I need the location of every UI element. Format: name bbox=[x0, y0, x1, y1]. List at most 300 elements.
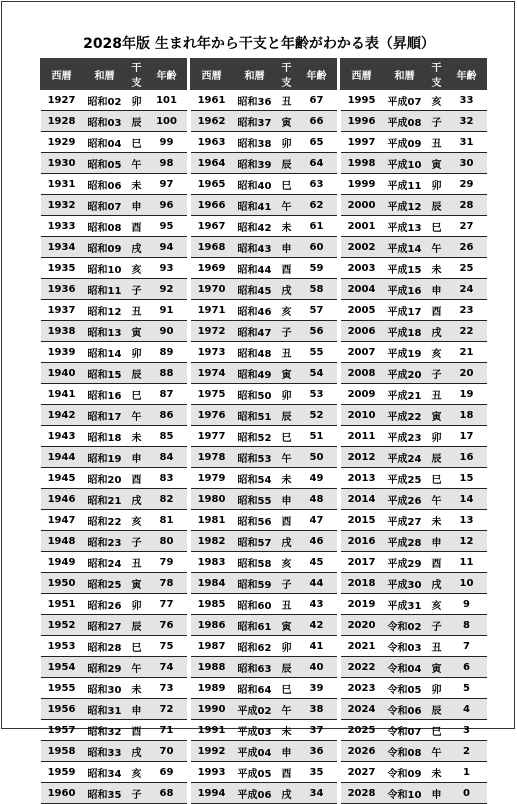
cell-age: 61 bbox=[297, 216, 337, 237]
cell-eto: 子 bbox=[127, 531, 147, 552]
table-row bbox=[41, 321, 187, 342]
cell-age: 1 bbox=[447, 762, 487, 783]
cell-age: 100 bbox=[147, 111, 187, 132]
header-western-year: 西暦 bbox=[41, 59, 83, 90]
cell-japanese-year: 昭和63 bbox=[233, 657, 277, 678]
cell-japanese-year: 昭和62 bbox=[233, 636, 277, 657]
cell-japanese-year: 平成21 bbox=[383, 384, 427, 405]
cell-japanese-year: 平成05 bbox=[233, 762, 277, 783]
cell-eto: 申 bbox=[277, 237, 297, 258]
cell-eto: 午 bbox=[427, 741, 447, 762]
table-row bbox=[41, 783, 187, 804]
cell-western-year: 1996 bbox=[341, 111, 383, 132]
table-row bbox=[341, 762, 487, 783]
cell-eto: 辰 bbox=[127, 615, 147, 636]
cell-eto: 亥 bbox=[427, 594, 447, 615]
cell-age: 3 bbox=[447, 720, 487, 741]
table-row bbox=[341, 90, 487, 111]
cell-eto: 辰 bbox=[277, 657, 297, 678]
table-row bbox=[191, 405, 337, 426]
eto-table-2 bbox=[190, 58, 337, 804]
table-row bbox=[41, 699, 187, 720]
cell-western-year: 1944 bbox=[41, 447, 83, 468]
table-row bbox=[191, 720, 337, 741]
cell-western-year: 1995 bbox=[341, 90, 383, 111]
cell-japanese-year: 昭和07 bbox=[83, 195, 127, 216]
cell-age: 52 bbox=[297, 405, 337, 426]
cell-western-year: 1940 bbox=[41, 363, 83, 384]
cell-western-year: 1937 bbox=[41, 300, 83, 321]
cell-japanese-year: 昭和24 bbox=[83, 552, 127, 573]
cell-age: 71 bbox=[147, 720, 187, 741]
cell-japanese-year: 平成14 bbox=[383, 237, 427, 258]
cell-eto: 午 bbox=[127, 657, 147, 678]
table-row bbox=[41, 153, 187, 174]
cell-japanese-year: 平成13 bbox=[383, 216, 427, 237]
cell-japanese-year: 昭和03 bbox=[83, 111, 127, 132]
eto-table-1 bbox=[40, 58, 187, 804]
cell-western-year: 1965 bbox=[191, 174, 233, 195]
table-row bbox=[341, 153, 487, 174]
table-row bbox=[341, 783, 487, 804]
cell-eto: 亥 bbox=[277, 300, 297, 321]
cell-japanese-year: 平成15 bbox=[383, 258, 427, 279]
cell-age: 59 bbox=[297, 258, 337, 279]
cell-eto: 未 bbox=[127, 174, 147, 195]
table-row bbox=[191, 132, 337, 153]
cell-japanese-year: 平成03 bbox=[233, 720, 277, 741]
cell-japanese-year: 令和08 bbox=[383, 741, 427, 762]
cell-japanese-year: 昭和51 bbox=[233, 405, 277, 426]
cell-age: 79 bbox=[147, 552, 187, 573]
cell-western-year: 1993 bbox=[191, 762, 233, 783]
cell-eto: 酉 bbox=[127, 216, 147, 237]
cell-western-year: 1992 bbox=[191, 741, 233, 762]
table-row bbox=[191, 468, 337, 489]
cell-western-year: 1935 bbox=[41, 258, 83, 279]
cell-japanese-year: 昭和27 bbox=[83, 615, 127, 636]
cell-age: 38 bbox=[297, 699, 337, 720]
cell-eto: 戌 bbox=[127, 741, 147, 762]
cell-age: 99 bbox=[147, 132, 187, 153]
cell-age: 32 bbox=[447, 111, 487, 132]
table-row bbox=[41, 363, 187, 384]
cell-japanese-year: 昭和02 bbox=[83, 90, 127, 111]
table-row bbox=[41, 447, 187, 468]
cell-western-year: 1974 bbox=[191, 363, 233, 384]
cell-western-year: 2027 bbox=[341, 762, 383, 783]
cell-age: 6 bbox=[447, 657, 487, 678]
cell-age: 93 bbox=[147, 258, 187, 279]
table-row bbox=[41, 216, 187, 237]
cell-western-year: 2015 bbox=[341, 510, 383, 531]
cell-age: 42 bbox=[297, 615, 337, 636]
cell-western-year: 1948 bbox=[41, 531, 83, 552]
cell-eto: 巳 bbox=[427, 468, 447, 489]
cell-age: 64 bbox=[297, 153, 337, 174]
cell-japanese-year: 昭和48 bbox=[233, 342, 277, 363]
cell-western-year: 1985 bbox=[191, 594, 233, 615]
cell-japanese-year: 平成11 bbox=[383, 174, 427, 195]
cell-age: 44 bbox=[297, 573, 337, 594]
table-row bbox=[41, 174, 187, 195]
table-row bbox=[41, 489, 187, 510]
table-row bbox=[41, 300, 187, 321]
table-row bbox=[341, 132, 487, 153]
cell-western-year: 1958 bbox=[41, 741, 83, 762]
cell-western-year: 2024 bbox=[341, 699, 383, 720]
cell-western-year: 1968 bbox=[191, 237, 233, 258]
cell-western-year: 1936 bbox=[41, 279, 83, 300]
table-row bbox=[191, 237, 337, 258]
cell-western-year: 2020 bbox=[341, 615, 383, 636]
cell-western-year: 1957 bbox=[41, 720, 83, 741]
cell-eto: 卯 bbox=[127, 90, 147, 111]
cell-western-year: 1959 bbox=[41, 762, 83, 783]
cell-japanese-year: 平成09 bbox=[383, 132, 427, 153]
cell-age: 91 bbox=[147, 300, 187, 321]
table-row bbox=[191, 384, 337, 405]
cell-age: 48 bbox=[297, 489, 337, 510]
cell-age: 73 bbox=[147, 678, 187, 699]
cell-japanese-year: 昭和64 bbox=[233, 678, 277, 699]
cell-eto: 申 bbox=[127, 195, 147, 216]
cell-eto: 未 bbox=[277, 216, 297, 237]
cell-japanese-year: 昭和53 bbox=[233, 447, 277, 468]
cell-japanese-year: 昭和43 bbox=[233, 237, 277, 258]
cell-western-year: 1961 bbox=[191, 90, 233, 111]
cell-japanese-year: 平成16 bbox=[383, 279, 427, 300]
cell-eto: 丑 bbox=[427, 636, 447, 657]
cell-western-year: 1999 bbox=[341, 174, 383, 195]
cell-age: 94 bbox=[147, 237, 187, 258]
cell-western-year: 1934 bbox=[41, 237, 83, 258]
cell-western-year: 1975 bbox=[191, 384, 233, 405]
cell-western-year: 2021 bbox=[341, 636, 383, 657]
cell-eto: 戌 bbox=[277, 783, 297, 804]
cell-japanese-year: 昭和12 bbox=[83, 300, 127, 321]
cell-age: 36 bbox=[297, 741, 337, 762]
table-row bbox=[191, 426, 337, 447]
cell-japanese-year: 昭和28 bbox=[83, 636, 127, 657]
cell-age: 28 bbox=[447, 195, 487, 216]
cell-eto: 未 bbox=[427, 762, 447, 783]
cell-age: 34 bbox=[297, 783, 337, 804]
table-row bbox=[341, 363, 487, 384]
table-row bbox=[191, 783, 337, 804]
cell-age: 37 bbox=[297, 720, 337, 741]
cell-western-year: 1967 bbox=[191, 216, 233, 237]
cell-eto: 辰 bbox=[127, 363, 147, 384]
cell-japanese-year: 昭和05 bbox=[83, 153, 127, 174]
table-row bbox=[41, 657, 187, 678]
cell-japanese-year: 昭和35 bbox=[83, 783, 127, 804]
table-row bbox=[191, 699, 337, 720]
cell-age: 4 bbox=[447, 699, 487, 720]
cell-western-year: 1987 bbox=[191, 636, 233, 657]
table-row bbox=[191, 90, 337, 111]
table-row bbox=[341, 216, 487, 237]
cell-eto: 午 bbox=[427, 237, 447, 258]
cell-eto: 子 bbox=[427, 615, 447, 636]
cell-japanese-year: 昭和10 bbox=[83, 258, 127, 279]
cell-western-year: 2002 bbox=[341, 237, 383, 258]
cell-age: 65 bbox=[297, 132, 337, 153]
cell-japanese-year: 昭和33 bbox=[83, 741, 127, 762]
cell-japanese-year: 昭和36 bbox=[233, 90, 277, 111]
cell-age: 86 bbox=[147, 405, 187, 426]
cell-age: 21 bbox=[447, 342, 487, 363]
cell-western-year: 1991 bbox=[191, 720, 233, 741]
cell-western-year: 1977 bbox=[191, 426, 233, 447]
cell-eto: 卯 bbox=[127, 342, 147, 363]
cell-western-year: 2016 bbox=[341, 531, 383, 552]
table-row bbox=[341, 342, 487, 363]
cell-age: 10 bbox=[447, 573, 487, 594]
cell-western-year: 1973 bbox=[191, 342, 233, 363]
cell-western-year: 1956 bbox=[41, 699, 83, 720]
cell-age: 46 bbox=[297, 531, 337, 552]
cell-japanese-year: 昭和50 bbox=[233, 384, 277, 405]
cell-eto: 寅 bbox=[427, 153, 447, 174]
cell-western-year: 2003 bbox=[341, 258, 383, 279]
cell-eto: 戌 bbox=[277, 531, 297, 552]
cell-japanese-year: 平成25 bbox=[383, 468, 427, 489]
cell-japanese-year: 平成06 bbox=[233, 783, 277, 804]
cell-western-year: 2014 bbox=[341, 489, 383, 510]
table-row bbox=[341, 678, 487, 699]
cell-eto: 辰 bbox=[427, 195, 447, 216]
table-row bbox=[191, 195, 337, 216]
cell-eto: 丑 bbox=[127, 552, 147, 573]
cell-western-year: 2006 bbox=[341, 321, 383, 342]
table-row bbox=[191, 258, 337, 279]
cell-japanese-year: 平成28 bbox=[383, 531, 427, 552]
cell-eto: 午 bbox=[127, 405, 147, 426]
cell-western-year: 1945 bbox=[41, 468, 83, 489]
table-row bbox=[341, 741, 487, 762]
header-japanese-year: 和暦 bbox=[233, 59, 277, 90]
cell-japanese-year: 昭和06 bbox=[83, 174, 127, 195]
cell-western-year: 1933 bbox=[41, 216, 83, 237]
table-row bbox=[341, 384, 487, 405]
cell-eto: 丑 bbox=[427, 132, 447, 153]
cell-japanese-year: 昭和31 bbox=[83, 699, 127, 720]
cell-japanese-year: 昭和08 bbox=[83, 216, 127, 237]
cell-japanese-year: 昭和52 bbox=[233, 426, 277, 447]
table-row bbox=[41, 552, 187, 573]
cell-age: 97 bbox=[147, 174, 187, 195]
table-row bbox=[341, 552, 487, 573]
cell-western-year: 2025 bbox=[341, 720, 383, 741]
cell-eto: 申 bbox=[427, 531, 447, 552]
cell-western-year: 2026 bbox=[341, 741, 383, 762]
table-row bbox=[341, 468, 487, 489]
cell-age: 77 bbox=[147, 594, 187, 615]
cell-western-year: 1932 bbox=[41, 195, 83, 216]
cell-age: 14 bbox=[447, 489, 487, 510]
cell-age: 43 bbox=[297, 594, 337, 615]
cell-eto: 未 bbox=[427, 258, 447, 279]
cell-western-year: 1931 bbox=[41, 174, 83, 195]
cell-western-year: 1981 bbox=[191, 510, 233, 531]
cell-japanese-year: 平成20 bbox=[383, 363, 427, 384]
cell-eto: 卯 bbox=[277, 636, 297, 657]
cell-eto: 子 bbox=[427, 111, 447, 132]
table-row bbox=[191, 636, 337, 657]
cell-age: 90 bbox=[147, 321, 187, 342]
cell-japanese-year: 昭和34 bbox=[83, 762, 127, 783]
cell-western-year: 1970 bbox=[191, 279, 233, 300]
cell-western-year: 1941 bbox=[41, 384, 83, 405]
cell-age: 87 bbox=[147, 384, 187, 405]
cell-western-year: 2017 bbox=[341, 552, 383, 573]
cell-eto: 申 bbox=[277, 741, 297, 762]
cell-age: 13 bbox=[447, 510, 487, 531]
cell-japanese-year: 平成10 bbox=[383, 153, 427, 174]
cell-age: 60 bbox=[297, 237, 337, 258]
cell-japanese-year: 昭和09 bbox=[83, 237, 127, 258]
cell-age: 27 bbox=[447, 216, 487, 237]
table-row bbox=[41, 573, 187, 594]
table-row bbox=[341, 258, 487, 279]
cell-eto: 未 bbox=[127, 426, 147, 447]
cell-age: 63 bbox=[297, 174, 337, 195]
cell-age: 30 bbox=[447, 153, 487, 174]
table-row bbox=[341, 615, 487, 636]
cell-age: 33 bbox=[447, 90, 487, 111]
table-row bbox=[341, 111, 487, 132]
table-row bbox=[41, 426, 187, 447]
cell-japanese-year: 令和05 bbox=[383, 678, 427, 699]
cell-age: 70 bbox=[147, 741, 187, 762]
cell-eto: 申 bbox=[127, 699, 147, 720]
cell-western-year: 1951 bbox=[41, 594, 83, 615]
cell-age: 47 bbox=[297, 510, 337, 531]
cell-age: 81 bbox=[147, 510, 187, 531]
cell-western-year: 1949 bbox=[41, 552, 83, 573]
cell-age: 16 bbox=[447, 447, 487, 468]
cell-age: 8 bbox=[447, 615, 487, 636]
cell-eto: 巳 bbox=[277, 174, 297, 195]
cell-eto: 亥 bbox=[427, 90, 447, 111]
table-row bbox=[41, 468, 187, 489]
cell-age: 54 bbox=[297, 363, 337, 384]
table-row bbox=[191, 552, 337, 573]
header-eto: 干支 bbox=[277, 59, 297, 90]
cell-eto: 寅 bbox=[427, 405, 447, 426]
cell-eto: 丑 bbox=[277, 342, 297, 363]
cell-age: 66 bbox=[297, 111, 337, 132]
cell-age: 92 bbox=[147, 279, 187, 300]
cell-western-year: 1960 bbox=[41, 783, 83, 804]
cell-age: 51 bbox=[297, 426, 337, 447]
cell-eto: 卯 bbox=[127, 594, 147, 615]
table-row bbox=[41, 531, 187, 552]
cell-eto: 巳 bbox=[277, 678, 297, 699]
cell-western-year: 1988 bbox=[191, 657, 233, 678]
cell-eto: 午 bbox=[427, 489, 447, 510]
cell-japanese-year: 昭和26 bbox=[83, 594, 127, 615]
table-row bbox=[41, 342, 187, 363]
cell-western-year: 1984 bbox=[191, 573, 233, 594]
cell-japanese-year: 昭和49 bbox=[233, 363, 277, 384]
table-row bbox=[341, 447, 487, 468]
cell-western-year: 2004 bbox=[341, 279, 383, 300]
cell-eto: 未 bbox=[127, 678, 147, 699]
table-row bbox=[341, 300, 487, 321]
cell-japanese-year: 昭和16 bbox=[83, 384, 127, 405]
cell-western-year: 1998 bbox=[341, 153, 383, 174]
cell-eto: 午 bbox=[277, 699, 297, 720]
cell-eto: 酉 bbox=[277, 258, 297, 279]
cell-western-year: 2008 bbox=[341, 363, 383, 384]
cell-age: 53 bbox=[297, 384, 337, 405]
cell-western-year: 2009 bbox=[341, 384, 383, 405]
eto-table-3 bbox=[340, 58, 487, 804]
cell-japanese-year: 昭和40 bbox=[233, 174, 277, 195]
cell-eto: 亥 bbox=[277, 552, 297, 573]
cell-japanese-year: 令和10 bbox=[383, 783, 427, 804]
cell-eto: 寅 bbox=[427, 657, 447, 678]
cell-eto: 亥 bbox=[127, 762, 147, 783]
cell-eto: 巳 bbox=[127, 132, 147, 153]
cell-western-year: 1966 bbox=[191, 195, 233, 216]
table-row bbox=[191, 321, 337, 342]
cell-japanese-year: 平成12 bbox=[383, 195, 427, 216]
cell-japanese-year: 昭和21 bbox=[83, 489, 127, 510]
cell-age: 67 bbox=[297, 90, 337, 111]
cell-japanese-year: 昭和54 bbox=[233, 468, 277, 489]
cell-western-year: 2005 bbox=[341, 300, 383, 321]
cell-age: 20 bbox=[447, 363, 487, 384]
table-row bbox=[341, 531, 487, 552]
table-row bbox=[191, 489, 337, 510]
table-row bbox=[341, 573, 487, 594]
cell-age: 76 bbox=[147, 615, 187, 636]
header-japanese-year: 和暦 bbox=[383, 59, 427, 90]
table-row bbox=[191, 741, 337, 762]
cell-eto: 申 bbox=[127, 447, 147, 468]
cell-western-year: 1979 bbox=[191, 468, 233, 489]
cell-japanese-year: 昭和25 bbox=[83, 573, 127, 594]
table-row bbox=[341, 657, 487, 678]
cell-age: 96 bbox=[147, 195, 187, 216]
cell-eto: 丑 bbox=[277, 594, 297, 615]
cell-western-year: 1962 bbox=[191, 111, 233, 132]
cell-age: 69 bbox=[147, 762, 187, 783]
cell-age: 39 bbox=[297, 678, 337, 699]
cell-eto: 丑 bbox=[427, 384, 447, 405]
table-row bbox=[341, 174, 487, 195]
cell-age: 26 bbox=[447, 237, 487, 258]
cell-age: 22 bbox=[447, 321, 487, 342]
cell-age: 18 bbox=[447, 405, 487, 426]
cell-age: 23 bbox=[447, 300, 487, 321]
page-title: 2028年版 生まれ年から干支と年齢がわかる表（昇順） bbox=[83, 36, 435, 52]
table-row bbox=[191, 615, 337, 636]
cell-eto: 子 bbox=[427, 363, 447, 384]
cell-eto: 巳 bbox=[127, 384, 147, 405]
cell-japanese-year: 昭和23 bbox=[83, 531, 127, 552]
cell-age: 57 bbox=[297, 300, 337, 321]
cell-eto: 卯 bbox=[427, 678, 447, 699]
cell-western-year: 1929 bbox=[41, 132, 83, 153]
cell-japanese-year: 昭和61 bbox=[233, 615, 277, 636]
cell-eto: 未 bbox=[277, 468, 297, 489]
cell-japanese-year: 昭和22 bbox=[83, 510, 127, 531]
cell-eto: 丑 bbox=[127, 300, 147, 321]
